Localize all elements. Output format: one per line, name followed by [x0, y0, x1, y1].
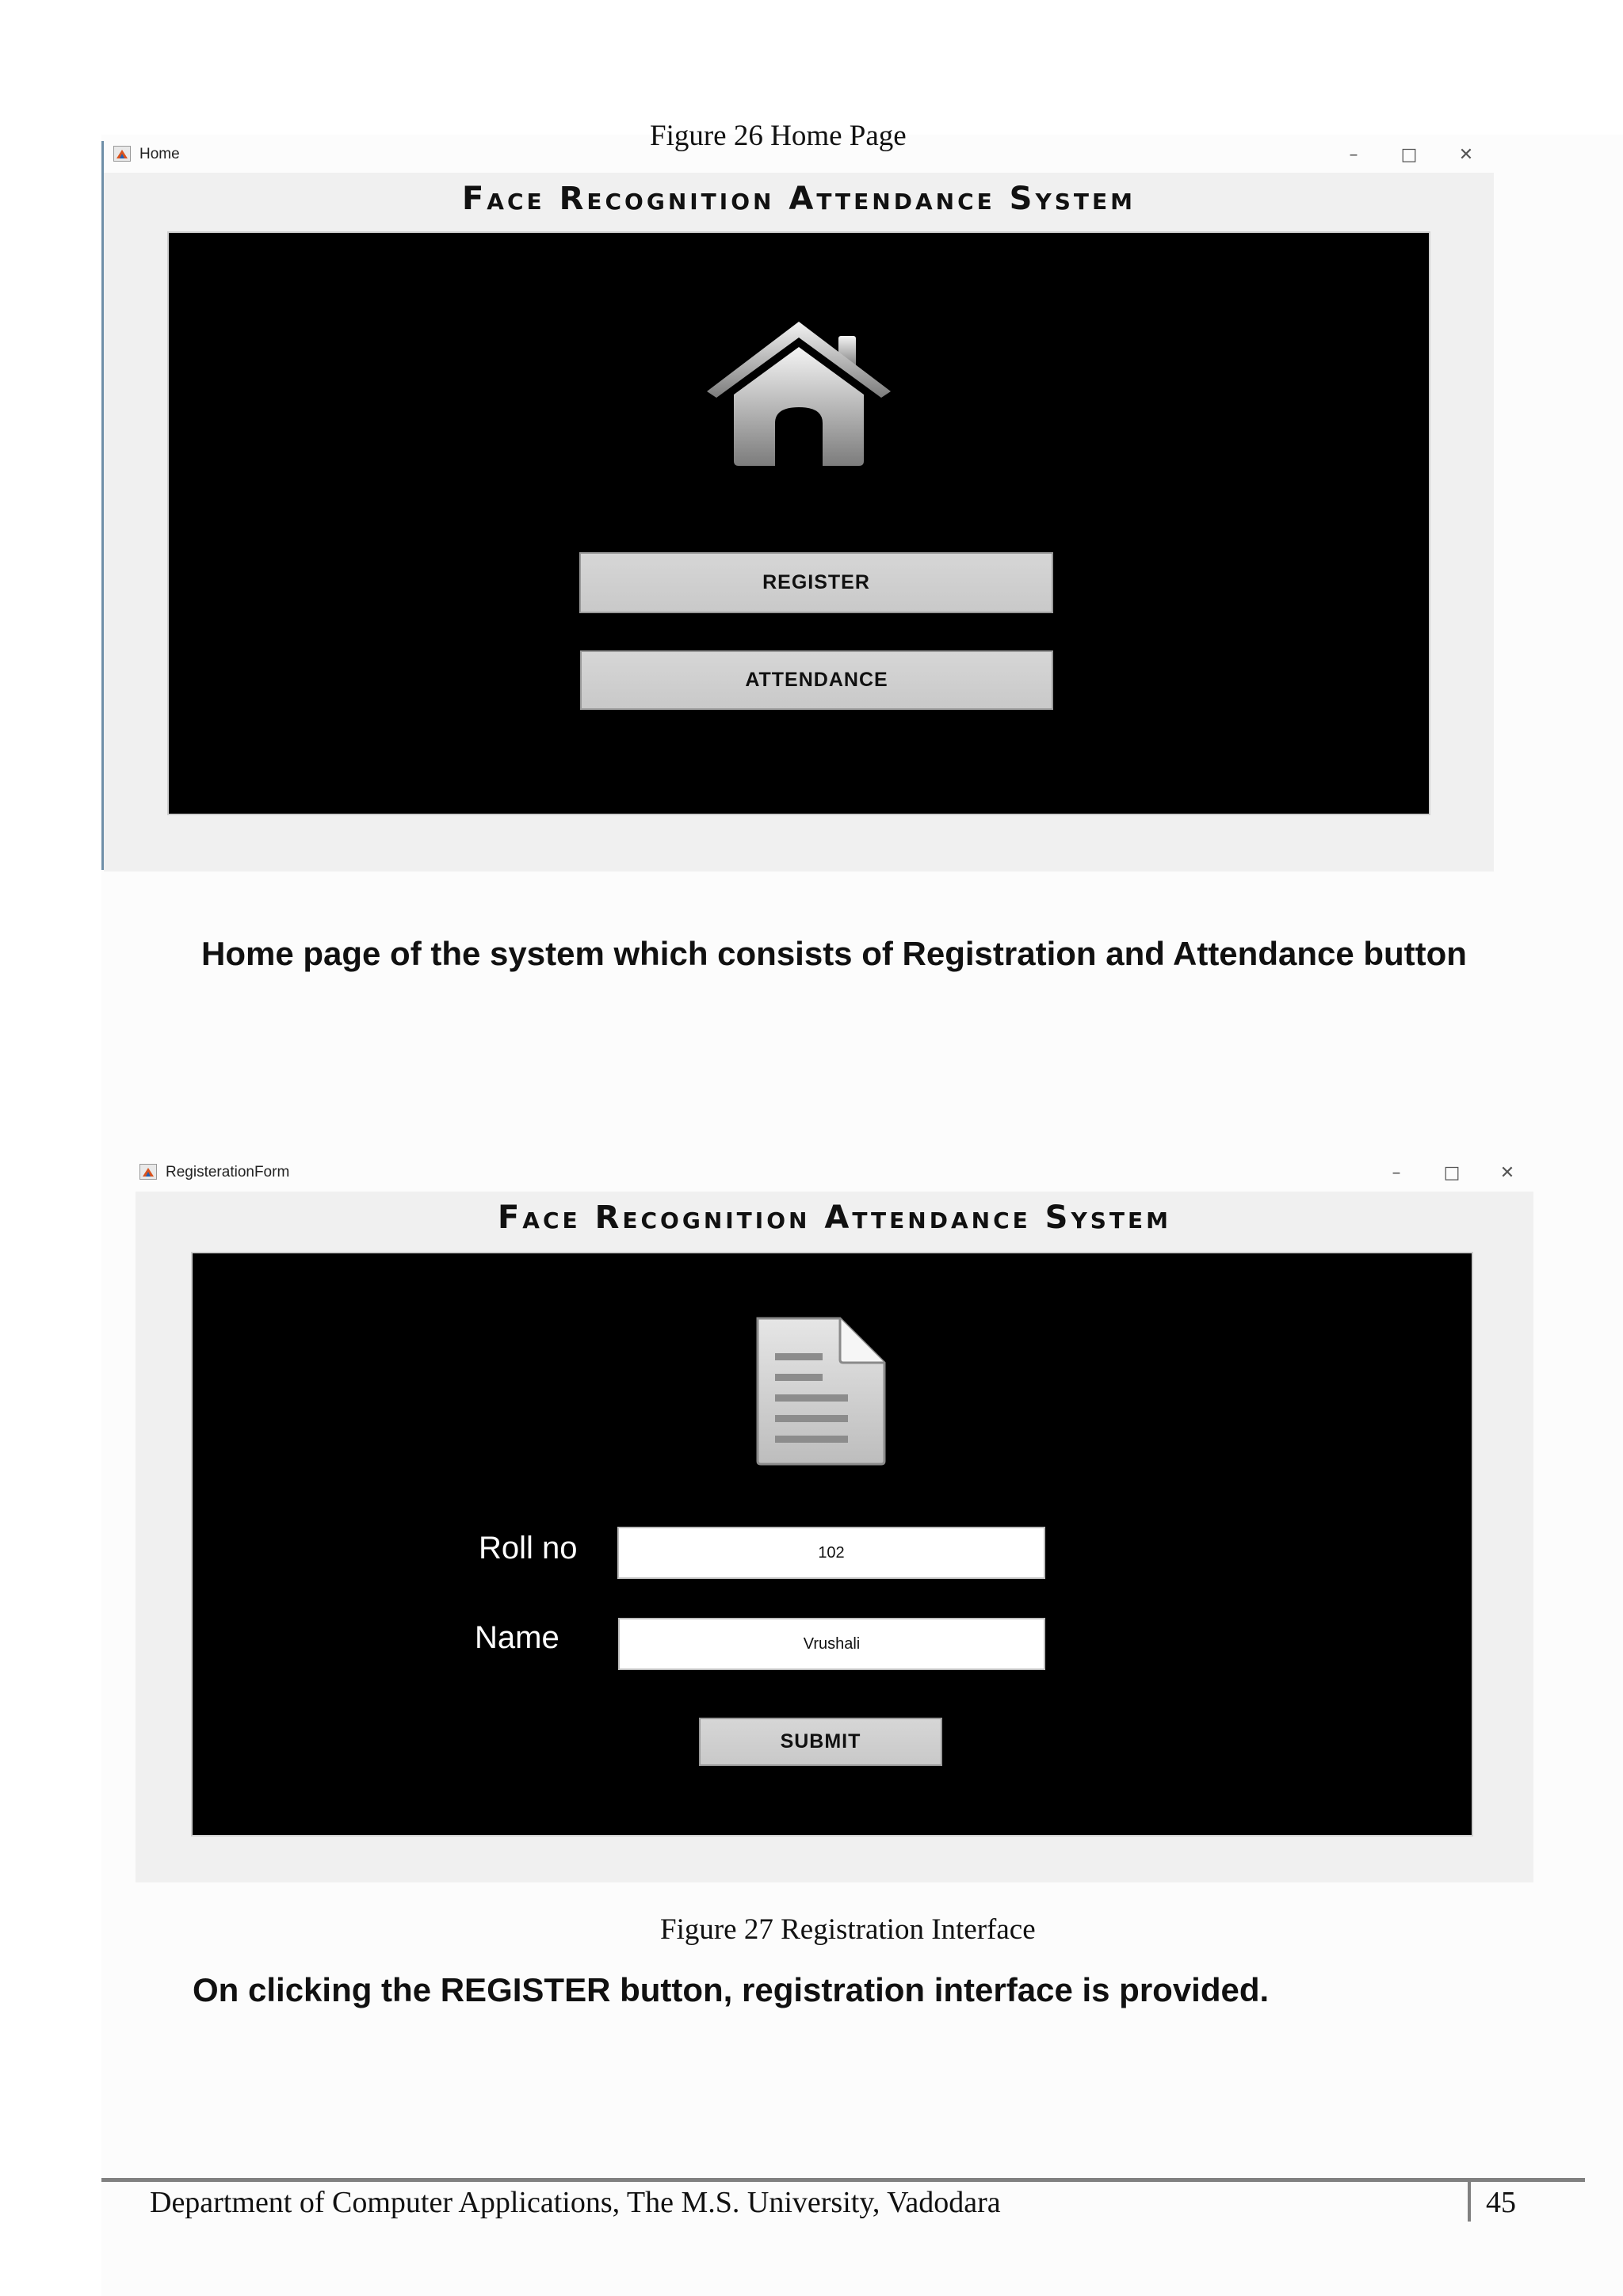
figure-27-description: On clicking the REGISTER button, registration interface is provided. — [193, 1971, 1270, 2008]
footer-department: Department of Computer Applications, The M.S. University, Vadodara — [150, 2186, 1001, 2219]
close-button[interactable]: ✕ — [1499, 1163, 1515, 1183]
minimize-button[interactable]: – — [1392, 1163, 1401, 1183]
home-icon — [704, 318, 894, 469]
name-field[interactable]: Vrushali — [618, 1618, 1045, 1670]
footer-divider — [1468, 2182, 1471, 2222]
app-icon — [139, 1164, 157, 1180]
footer-rule — [101, 2178, 1585, 2182]
app-heading: Face Recognition Attendance System — [461, 181, 1136, 217]
window-title: Home — [139, 146, 180, 162]
maximize-button[interactable]: □ — [1443, 1163, 1461, 1183]
close-button[interactable]: ✕ — [1458, 145, 1474, 165]
app-heading: Face Recognition Attendance System — [497, 1199, 1172, 1236]
figure-27-caption: Figure 27 Registration Interface — [660, 1913, 1036, 1946]
attendance-button[interactable]: ATTENDANCE — [580, 650, 1053, 710]
window-title: RegisterationForm — [166, 1164, 290, 1180]
document-icon — [753, 1315, 888, 1467]
roll-no-field[interactable]: 102 — [617, 1527, 1045, 1579]
roll-no-label: Roll no — [479, 1531, 578, 1566]
maximize-button[interactable]: □ — [1400, 145, 1418, 165]
register-button[interactable]: REGISTER — [579, 552, 1053, 613]
page-number: 45 — [1486, 2186, 1516, 2219]
figure-26-caption: Figure 26 Home Page — [650, 120, 907, 152]
submit-button[interactable]: SUBMIT — [699, 1718, 942, 1766]
figure-26-description: Home page of the system which consists of Registration and Attendance button — [201, 935, 1467, 972]
minimize-button[interactable]: – — [1349, 145, 1358, 165]
name-label: Name — [475, 1620, 559, 1655]
app-icon — [113, 146, 131, 162]
